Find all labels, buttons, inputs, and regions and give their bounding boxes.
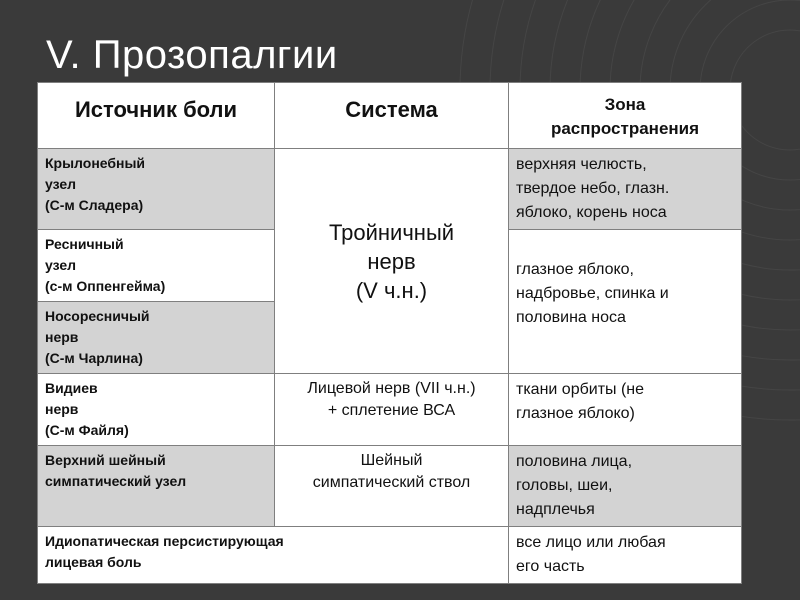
source-cell: Ресничный узел (с-м Оппенгейма) — [38, 230, 275, 302]
source-cell: Идиопатическая персистирующая лицевая боль — [38, 527, 509, 584]
table-row — [38, 374, 742, 446]
header-source: Источник боли — [38, 83, 275, 149]
source-cell: Видиев нерв (С-м Файля) — [38, 374, 275, 446]
table-row — [38, 149, 742, 230]
zone-cell: ткани орбиты (не глазное яблоко) — [509, 374, 742, 446]
zone-cell: глазное яблоко, надбровье, спинка и половина носа — [509, 230, 742, 374]
system-cell-trigeminal: Тройничный нерв (V ч.н.) — [275, 149, 509, 374]
header-zone: Зона распространения — [509, 83, 742, 149]
zone-cell: все лицо или любая его часть — [509, 527, 742, 584]
header-system: Система — [275, 83, 509, 149]
source-cell: Носоресничый нерв (С-м Чарлина) — [38, 302, 275, 374]
table-header-row — [38, 83, 742, 149]
zone-cell: половина лица, головы, шеи, надплечья — [509, 446, 742, 527]
slide-title: V. Прозопалгии — [46, 33, 338, 77]
table-row — [38, 446, 742, 527]
source-cell: Верхний шейный симпатический узел — [38, 446, 275, 527]
prosopalgia-table — [37, 82, 742, 584]
zone-cell: верхняя челюсть, твердое небо, глазн. яблоко, корень носа — [509, 149, 742, 230]
system-cell: Шейный симпатический ствол — [275, 446, 509, 527]
system-cell: Лицевой нерв (VII ч.н.) + сплетение ВСА — [275, 374, 509, 446]
source-cell: Крылонебный узел (С-м Сладера) — [38, 149, 275, 230]
table-row — [38, 527, 742, 584]
